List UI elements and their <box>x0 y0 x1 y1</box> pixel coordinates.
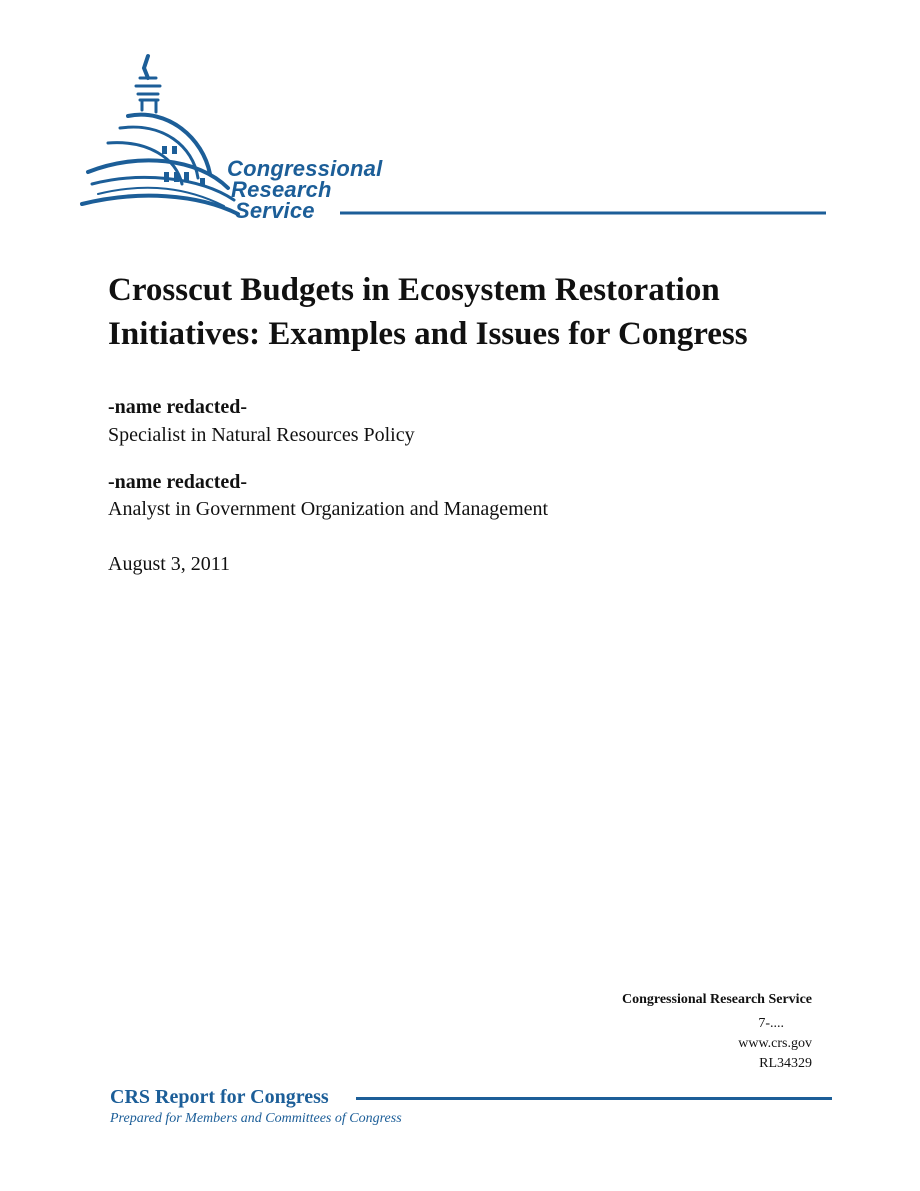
logo-text-research: Research <box>231 177 332 202</box>
footer-divider <box>356 1097 832 1100</box>
crs-logo <box>78 48 838 228</box>
author-2-name: -name redacted- <box>108 471 248 493</box>
publisher-url: www.crs.gov <box>738 1036 812 1051</box>
author-1-role: Specialist in Natural Resources Policy <box>108 424 415 446</box>
publisher-org: Congressional Research Service <box>621 992 812 1007</box>
footer-subtitle: Prepared for Members and Committees of Congress <box>110 1111 402 1126</box>
publisher-code: 7-.... <box>758 1016 784 1031</box>
report-number: RL34329 <box>759 1056 812 1071</box>
logo-text-service: Service <box>235 198 315 223</box>
author-1-name: -name redacted- <box>108 396 248 418</box>
report-title: Crosscut Budgets in Ecosystem Restoration Initiatives: Examples and Issues for Congress <box>108 272 748 352</box>
capitol-dome-icon <box>78 48 838 228</box>
footer-title: CRS Report for Congress <box>110 1086 329 1108</box>
author-2-role: Analyst in Government Organization and Management <box>108 498 549 520</box>
report-date: August 3, 2011 <box>108 553 231 575</box>
publisher-info <box>622 990 812 1074</box>
logo-text-congressional: Congressional <box>227 156 383 181</box>
